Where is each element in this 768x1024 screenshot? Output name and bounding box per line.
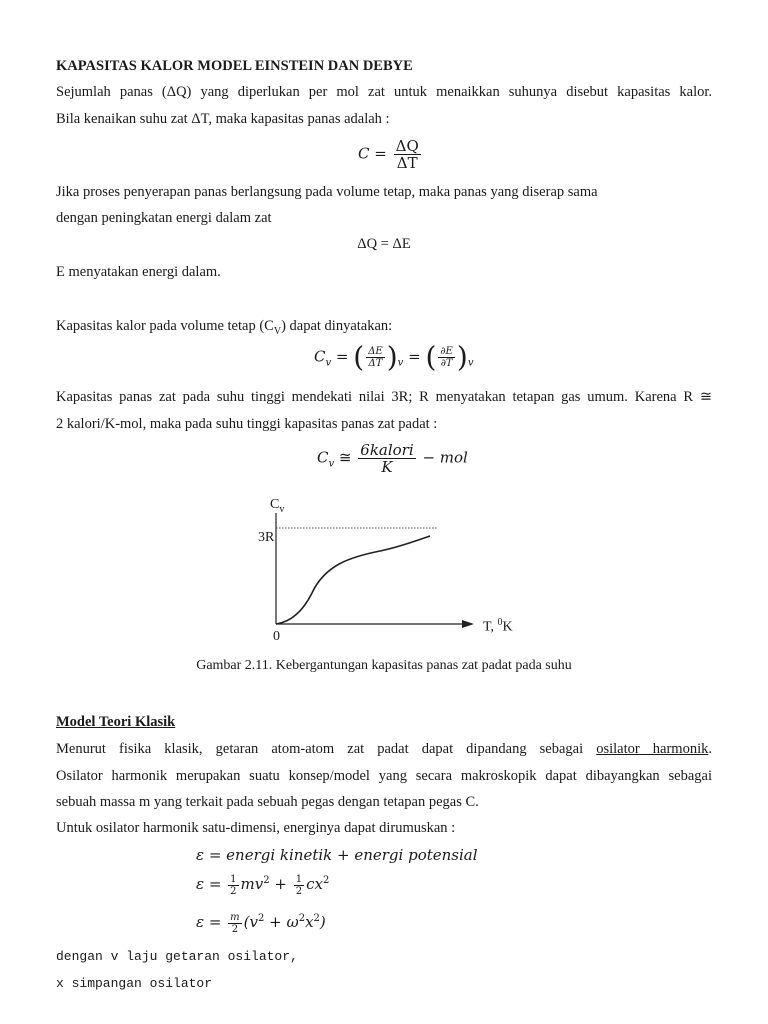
fraction-denominator: 2 — [295, 885, 303, 897]
paragraph-line: dengan peningkatan energi dalam zat — [56, 210, 272, 226]
paragraph-line: Bila kenaikan suhu zat ΔT, maka kapasitas panas adalah : — [56, 111, 390, 127]
subscript: v — [279, 503, 285, 515]
superscript: 0 — [497, 617, 503, 628]
fraction-denominator: K — [381, 458, 393, 476]
paragraph-line: sebuah massa m yang terkait pada sebuah pegas dengan tetapan pegas C. — [56, 794, 479, 810]
equation-energy-sum: ε = energi kinetik + energi potensial — [196, 846, 478, 864]
fraction-numerator: m — [230, 911, 240, 923]
term: + ω — [264, 913, 299, 931]
equation-energy-omega: ε = $\frac{m}{2}$ $(v^2 + \omega^2x^2)$ — [196, 911, 326, 935]
figure-cv-vs-t — [250, 495, 550, 645]
underlined-term: osilator harmonik — [596, 741, 709, 757]
paragraph-line: 2 kalori/K-mol, maka pada suhu tinggi kapasitas panas zat padat : — [56, 416, 438, 432]
subscript: v — [328, 458, 335, 470]
equation-dq-de: ΔQ = ΔE — [357, 236, 411, 252]
paragraph-line: Untuk osilator harmonik satu-dimensi, energinya dapat dirumuskan : — [56, 820, 456, 836]
subscript: v — [467, 357, 474, 369]
fraction-denominator: ΔT — [368, 358, 383, 369]
fraction-numerator: 1 — [295, 873, 303, 885]
text-span: Kapasitas kalor pada volume tetap (C — [56, 318, 274, 334]
fraction-numerator: ΔE — [368, 346, 383, 357]
axis-label-text: K — [502, 619, 513, 635]
term: mv — [240, 875, 264, 893]
fraction-denominator: 2 — [231, 923, 239, 935]
equation-heat-capacity — [358, 138, 423, 171]
equation-lhs: ε = — [196, 913, 222, 931]
paragraph-line: Osilator harmonik merupakan suatu konsep/model yang secara makroskopik dapat dibayangkan sebagai — [56, 768, 712, 784]
term: ) — [319, 913, 326, 931]
paragraph-line: Kapasitas panas zat pada suhu tinggi mendekati nilai 3R; R menyatakan tetapan gas umum. Karena R ≅ — [56, 389, 712, 405]
equation-tail: − mol — [422, 448, 468, 467]
fraction-denominator: 2 — [230, 885, 237, 897]
document-title: KAPASITAS KALOR MODEL EINSTEIN DAN DEBYE — [56, 58, 413, 74]
paragraph-line: Jika proses penyerapan panas berlangsung pada volume tetap, maka panas yang diserap sama — [56, 184, 598, 200]
subscript: v — [397, 357, 404, 369]
equation-lhs: C — [317, 448, 329, 467]
axis-label-text: C — [270, 497, 280, 512]
equation-lhs: C — [314, 347, 326, 366]
equation-cv-definition: $C_v$ = ( $\frac{\Delta E}{\Delta T}$ )$_v$ = ( $\frac{\partial E}{\partial T}$ )$_v$ — [314, 340, 474, 374]
approx-symbol: ≅ — [338, 448, 352, 467]
figure-caption: Gambar 2.11. Kebergantungan kapasitas panas zat padat pada suhu — [196, 658, 572, 673]
y-axis-label — [270, 497, 284, 515]
equation-lhs: C = — [358, 144, 387, 163]
fraction-numerator: ∂E — [440, 346, 453, 357]
fraction-denominator: ΔT — [396, 154, 418, 172]
paragraph-line — [56, 740, 712, 758]
term: x — [305, 913, 314, 931]
x-axis-arrow-icon — [462, 620, 474, 628]
subscript: V — [273, 325, 282, 337]
paragraph-line: E menyatakan energi dalam. — [56, 264, 221, 280]
cv-curve — [276, 536, 430, 624]
limit-label-3r: 3R — [258, 530, 275, 545]
paragraph-line: dengan v laju getaran osilator, — [56, 949, 298, 964]
term: cx — [306, 875, 323, 893]
equation-energy-terms: ε = $\frac{1}{2}$ $mv^2$ + $\frac{1}{2}$ $cx^2$ — [196, 873, 330, 897]
x-axis-label — [483, 617, 513, 636]
term: (v — [243, 913, 258, 931]
text-span: ) dapat dinyatakan: — [281, 318, 393, 334]
paragraph-line: x simpangan osilator — [56, 976, 213, 991]
text-span: Menurut fisika klasik, getaran atom-atom zat padat dapat dipandang sebagai — [56, 741, 597, 757]
axis-label-text: T, — [483, 619, 498, 635]
fraction-numerator: ΔQ — [395, 137, 419, 155]
fraction-numerator: 1 — [230, 873, 237, 885]
subscript: v — [325, 357, 332, 369]
paragraph-line: Sejumlah panas (ΔQ) yang diperlukan per mol zat untuk menaikkan suhunya disebut kapasitas kalor. — [56, 84, 712, 100]
equation-cv-high-temp — [317, 442, 468, 475]
fraction-denominator: ∂T — [440, 358, 453, 369]
section-heading: Model Teori Klasik — [56, 714, 176, 730]
paragraph-line — [56, 317, 392, 341]
fraction-numerator: 6kalori — [360, 441, 414, 459]
origin-label: 0 — [273, 629, 280, 644]
equation-lhs: ε = — [196, 875, 222, 893]
text-span: . — [708, 741, 712, 757]
